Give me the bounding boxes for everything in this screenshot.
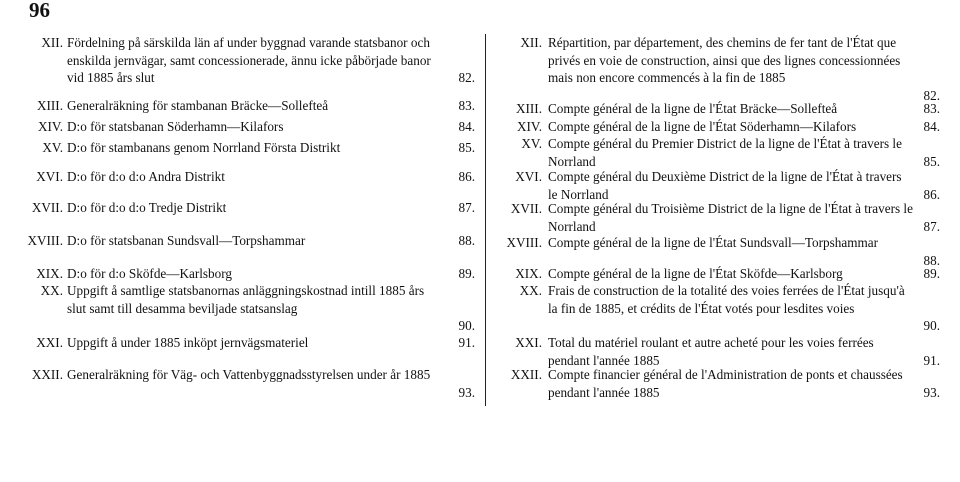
entry-number: XVIII. — [506, 235, 542, 250]
column-divider — [485, 34, 486, 406]
entry-number: XXII. — [31, 367, 63, 382]
toc-entry — [25, 366, 475, 402]
entry-page: 86. — [923, 187, 940, 202]
entry-title: Compte général du Premier District de la ligne de l'État à travers le Norrland — [548, 136, 902, 169]
entry-title: Uppgift å under 1885 inköpt jernvägsmateriel — [67, 335, 309, 350]
entry-page: 82. — [458, 70, 475, 85]
entry-page: 87. — [458, 200, 475, 215]
entry-page: 90. — [458, 318, 475, 333]
entry-page: 91. — [923, 353, 940, 368]
entry-number: XIX. — [515, 266, 542, 281]
entry-title: Frais de construction de la totalité des voies ferrées de l'État jusqu'à la fin de 1885, et crédits de l'État votés pour lesdites voies — [548, 283, 905, 316]
toc-entry — [500, 366, 940, 402]
entry-number: XIV. — [37, 119, 63, 134]
entry-number: XV. — [42, 140, 63, 155]
entry-title: D:o för statsbanan Söderhamn—Kilafors — [67, 119, 284, 134]
entry-page: 93. — [458, 385, 475, 400]
entry-title: Compte général de la ligne de l'État Sköfde—Karlsborg — [548, 266, 843, 281]
toc-entry — [25, 34, 475, 86]
entry-title: D:o för d:o d:o Andra Distrikt — [67, 169, 225, 184]
entry-title: D:o för d:o Sköfde—Karlsborg — [67, 266, 232, 281]
entry-number: XIX. — [36, 266, 63, 281]
entry-number: XXI. — [36, 335, 63, 350]
entry-title: D:o för statsbanan Sundsvall—Torpshammar — [67, 233, 306, 248]
entry-title: Compte général du Deuxième District de la ligne de l'État à travers le Norrland — [548, 169, 902, 202]
entry-number: XX. — [519, 283, 542, 298]
entry-title: D:o för d:o d:o Tredje Distrikt — [67, 200, 227, 215]
entry-page: 82. — [923, 88, 940, 103]
entry-title: Compte financier général de l'Administration de ponts et chaussées pendant l'année 1885 — [548, 367, 903, 400]
toc-entry — [500, 334, 940, 370]
entry-page: 85. — [458, 140, 475, 155]
entry-title: Fördelning på särskilda län af under byggnad varande statsbanor och enskilda jernvägar, samt concessionerade, ännu icke påbörjade banor vid 1885 års slut — [67, 35, 431, 85]
entry-title: Generalräkning för stambanan Bräcke—Sollefteå — [67, 98, 329, 113]
entry-number: XX. — [40, 283, 63, 298]
toc-entry — [500, 168, 940, 204]
entry-number: XII. — [520, 35, 542, 50]
entry-page: 84. — [923, 119, 940, 134]
entry-page: 91. — [458, 335, 475, 350]
toc-entry — [500, 135, 940, 171]
entry-page: 89. — [923, 266, 940, 281]
entry-title: Uppgift å samtlige statsbanornas anläggningskostnad intill 1885 års slut samt till desamma beviljade statsanslag — [67, 283, 425, 316]
entry-title: Total du matériel roulant et autre acheté pour les voies ferrées pendant l'année 1885 — [548, 335, 874, 368]
entry-number: XVI. — [36, 169, 63, 184]
entry-page: 89. — [458, 266, 475, 281]
entry-number: XXI. — [515, 335, 542, 350]
entry-title: Compte général du Troisième District de la ligne de l'État à travers le Norrland — [548, 201, 913, 234]
entry-number: XIII. — [37, 98, 63, 113]
entry-title: Generalräkning för Väg- och Vattenbyggnadsstyrelsen under år 1885 — [67, 367, 431, 382]
entry-page: 93. — [923, 385, 940, 400]
entry-page: 87. — [923, 219, 940, 234]
entry-page: 85. — [923, 154, 940, 169]
entry-page: 83. — [923, 101, 940, 116]
toc-entry — [500, 282, 940, 334]
entry-number: XII. — [41, 35, 63, 50]
entry-number: XIV. — [516, 119, 542, 134]
entry-number: XIII. — [516, 101, 542, 116]
entry-title: Compte général de la ligne de l'État Sundsvall—Torpshammar — [548, 235, 878, 250]
entry-page: 83. — [458, 98, 475, 113]
entry-number: XXII. — [510, 367, 542, 382]
entry-title: Compte général de la ligne de l'État Bräcke—Sollefteå — [548, 101, 838, 116]
page-number: 96 — [29, 0, 50, 22]
entry-title: Répartition, par département, des chemins de fer tant de l'État que privés en voie de construction, ainsi que des lignes concessionnées mais non encore commencés à la fin de 1885 — [548, 35, 901, 85]
entry-number: XVI. — [515, 169, 542, 184]
entry-page: 88. — [458, 233, 475, 248]
entry-title: D:o för stambanans genom Norrland Första Distrikt — [67, 140, 341, 155]
entry-number: XV. — [521, 136, 542, 151]
entry-page: 84. — [458, 119, 475, 134]
toc-entry — [500, 200, 940, 236]
entry-number: XVIII. — [27, 233, 63, 248]
entry-number: XVII. — [31, 200, 63, 215]
entry-page: 90. — [923, 318, 940, 333]
entry-number: XVII. — [510, 201, 542, 216]
entry-page: 88. — [923, 253, 940, 268]
entry-page: 86. — [458, 169, 475, 184]
entry-title: Compte général de la ligne de l'État Söderhamn—Kilafors — [548, 119, 857, 134]
toc-entry — [25, 282, 475, 334]
toc-entry — [500, 34, 940, 104]
